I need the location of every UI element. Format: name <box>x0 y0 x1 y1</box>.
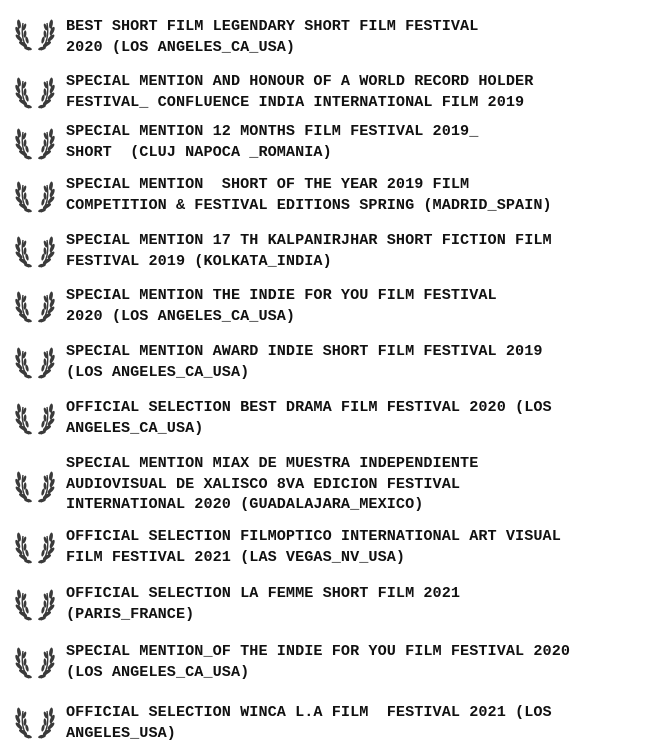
laurel-wreath-icon <box>14 176 56 216</box>
award-text <box>66 453 644 515</box>
laurel-wreath-icon <box>14 14 56 54</box>
award-line: OFFICIAL SELECTION LA FEMME SHORT FILM 2021 <box>66 584 461 602</box>
laurel-wreath-icon <box>14 398 56 438</box>
award-text <box>66 341 644 382</box>
award-line: (LOS ANGELES_CA_USA) <box>66 662 250 681</box>
award-line: SPECIAL MENTION AWARD INDIE SHORT FILM FESTIVAL 2019 <box>66 342 543 360</box>
award-line: OFFICIAL SELECTION BEST DRAMA FILM FESTIVAL 2020 (LOS <box>66 398 552 416</box>
laurel-wreath-icon <box>14 466 56 506</box>
laurel-wreath-icon <box>14 702 56 742</box>
award-line: BEST SHORT FILM LEGENDARY SHORT FILM FESTIVAL <box>66 17 479 35</box>
award-text <box>66 174 644 215</box>
award-line: SPECIAL MENTION MIAX DE MUESTRA INDEPENDIENTE <box>66 454 479 472</box>
award-text <box>66 702 644 743</box>
award-text <box>66 641 644 682</box>
award-line: OFFICIAL SELECTION FILMOPTICO INTERNATIONAL ART VISUAL <box>66 527 561 545</box>
award-line: 2020 (LOS ANGELES_CA_USA) <box>66 37 296 56</box>
award-text <box>66 526 644 567</box>
laurel-wreath-icon <box>14 527 56 567</box>
laurel-wreath-icon <box>14 72 56 112</box>
laurel-wreath-icon <box>14 342 56 382</box>
laurel-wreath-icon <box>14 286 56 326</box>
award-line: ANGELES_USA) <box>66 723 176 742</box>
award-line: ANGELES_CA_USA) <box>66 418 204 437</box>
award-text <box>66 583 644 624</box>
award-text <box>66 285 644 326</box>
award-text <box>66 397 644 438</box>
award-line: FESTIVAL_ CONFLUENCE INDIA INTERNATIONAL FILM 2019 <box>66 92 525 111</box>
award-line: SPECIAL MENTION_OF THE INDIE FOR YOU FILM FESTIVAL 2020 <box>66 642 571 660</box>
award-line: COMPETITION & FESTIVAL EDITIONS SPRING (MADRID_SPAIN) <box>66 195 552 214</box>
laurel-wreath-icon <box>14 642 56 682</box>
award-line: SPECIAL MENTION 17 TH KALPANIRJHAR SHORT FICTION FILM <box>66 231 552 249</box>
award-line: FESTIVAL 2019 (KOLKATA_INDIA) <box>66 251 332 270</box>
laurel-wreath-icon <box>14 231 56 271</box>
award-line: SPECIAL MENTION THE INDIE FOR YOU FILM FESTIVAL <box>66 286 497 304</box>
award-line: 2020 (LOS ANGELES_CA_USA) <box>66 306 296 325</box>
award-line: SPECIAL MENTION SHORT OF THE YEAR 2019 FILM <box>66 175 470 193</box>
award-line: AUDIOVISUAL DE XALISCO 8VA EDICION FESTIVAL <box>66 474 461 493</box>
award-line: INTERNATIONAL 2020 (GUADALAJARA_MEXICO) <box>66 495 424 513</box>
award-text <box>66 71 644 112</box>
award-line: (PARIS_FRANCE) <box>66 604 195 623</box>
award-line: SPECIAL MENTION 12 MONTHS FILM FESTIVAL 2019_ <box>66 122 479 140</box>
award-text <box>66 230 644 271</box>
laurel-wreath-icon <box>14 584 56 624</box>
award-line: FILM FESTIVAL 2021 (LAS VEGAS_NV_USA) <box>66 547 406 566</box>
award-line: (LOS ANGELES_CA_USA) <box>66 362 250 381</box>
award-text <box>66 121 644 162</box>
award-text <box>66 16 644 57</box>
laurel-wreath-icon <box>14 123 56 163</box>
award-line: SPECIAL MENTION AND HONOUR OF A WORLD RECORD HOLDER <box>66 72 534 90</box>
award-line: OFFICIAL SELECTION WINCA L.A FILM FESTIVAL 2021 (LOS <box>66 703 552 721</box>
award-line: SHORT (CLUJ NAPOCA _ROMANIA) <box>66 142 332 161</box>
